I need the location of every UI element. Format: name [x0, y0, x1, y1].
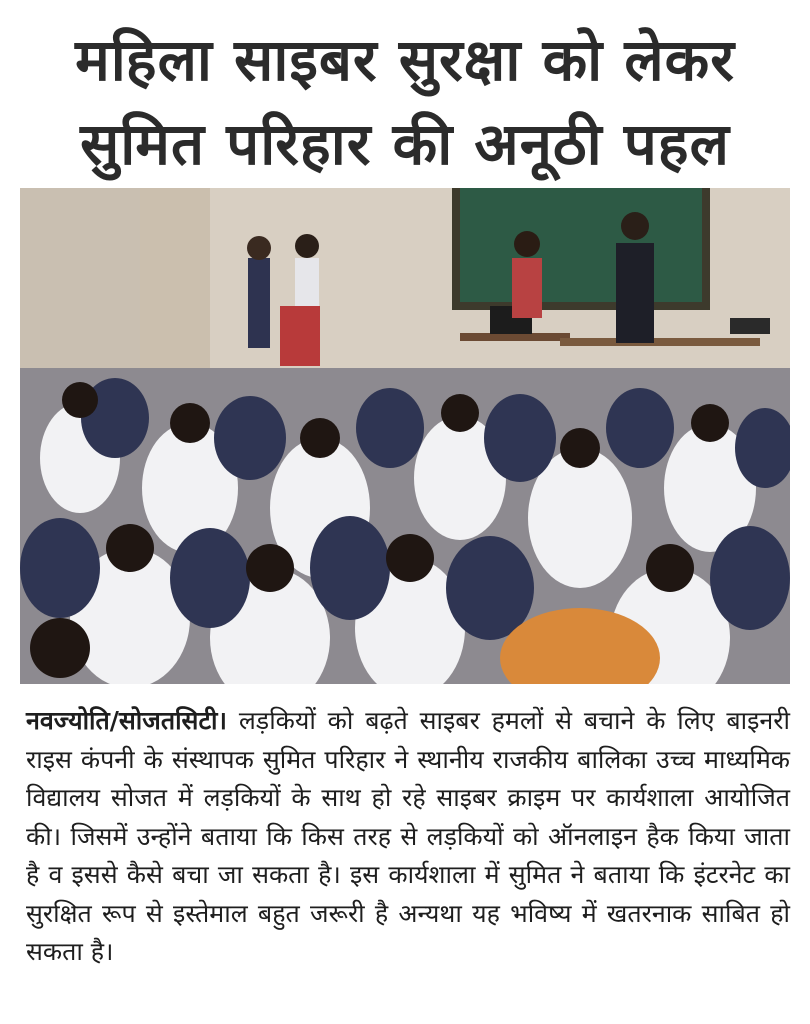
classroom-photo-illustration [20, 188, 790, 684]
article-text: लड़कियों को बढ़ते साइबर हमलों से बचाने के लिए बाइनरी राइस कंपनी के संस्थापक सुमित परिहार ने स्थानीय राजकीय बालिका उच्च माध्यमिक विद्यालय सोजत में लड़कियों के साथ हो रहे साइबर क्राइम पर कार्यशाला आयोजित की। जिसमें उन्होंने बताया कि किस तरह से लड़कियों को ऑनलाइन हैक किया जाता है व इससे कैसे बचा जा सकता है। इस कार्यशाला में सुमित ने बताया कि इंटरनेट का सुरक्षित रूप से इस्तेमाल बहुत जरूरी है अन्यथा यह भविष्य में खतरनाक साबित हो सकता है। [26, 706, 790, 966]
headline [0, 18, 810, 186]
article-dateline: नवज्योति/सोजतसिटी। [26, 706, 228, 735]
article-body [26, 702, 790, 972]
headline-line-2: सुमित परिहार की अनूठी पहल [80, 110, 730, 178]
headline-line-1: महिला साइबर सुरक्षा को लेकर [75, 26, 735, 94]
news-photo [20, 188, 790, 684]
